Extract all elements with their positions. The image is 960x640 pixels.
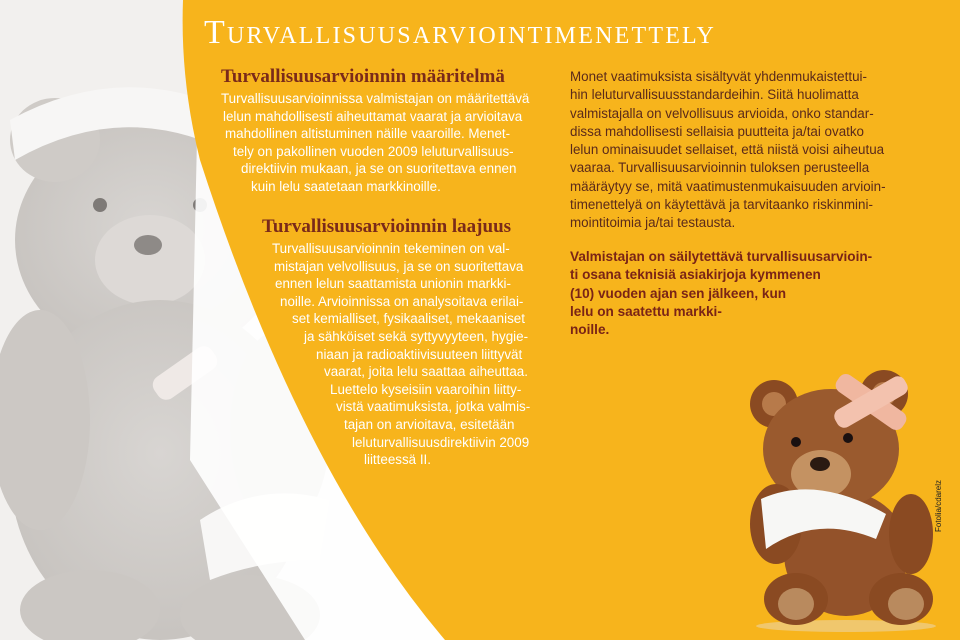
section2-body <box>272 240 530 469</box>
photo-credit: Fotolia/cdarelz <box>934 479 943 532</box>
section2-line: Turvallisuusarvioinnin tekeminen on val- <box>272 241 510 256</box>
emphasis-line: ti osana teknisiä asiakirjoja kymmenen <box>570 267 821 283</box>
section1-line: tely on pakollinen vuoden 2009 leluturvallisuus- <box>233 143 514 159</box>
right-line: valmistajalla on velvollisuus arvioida, onko standar- <box>570 105 874 121</box>
right-line: timenettelyä on käytettävä ja tarvitaanko riskinmini- <box>570 197 873 213</box>
section2-line: niaan ja radioaktiivisuuteen liittyvät <box>316 346 523 362</box>
right-column-body <box>570 68 886 233</box>
section2-line: noille. Arvioinnissa on analysoitava erilai- <box>280 293 524 309</box>
section1-body <box>221 90 529 196</box>
section2-line: set kemialliset, fysikaaliset, mekaaniset <box>292 311 525 327</box>
section1-line: mahdollinen altistuminen näille vaaroille. Menet- <box>225 126 511 142</box>
teddy-bear-image <box>736 364 956 634</box>
section1-heading: Turvallisuusarvioinnin määritelmä <box>221 66 505 87</box>
page-title: Turvallisuusarviointimenettely <box>204 14 717 51</box>
right-line: hin leluturvallisuusstandardeihin. Siitä huolimatta <box>570 87 859 103</box>
section2-line: ennen lelun saattamista unionin markki- <box>275 276 511 292</box>
section1-line: Turvallisuusarvioinnissa valmistajan on määritettävä <box>221 91 530 106</box>
section2-line: vistä vaatimuksista, jotka valmis- <box>336 399 531 415</box>
emphasis-line: (10) vuoden ajan sen jälkeen, kun <box>570 285 787 301</box>
section2-line: vaarat, joita lelu saattaa aiheuttaa. <box>324 364 528 380</box>
right-line: dissa mahdollisesti sellaisia puutteita ja/tai ovatko <box>570 123 865 139</box>
section2-line: leluturvallisuusdirektiivin 2009 <box>352 434 530 450</box>
section1-line: direktiivin mukaan, ja se on suoritettava ennen <box>241 161 517 177</box>
section2-line: mistajan velvollisuus, ja se on suoritettava <box>274 258 524 274</box>
emphasis-line: noille. <box>570 322 610 338</box>
emphasis-line: Valmistajan on säilytettävä turvallisuusarvioin- <box>570 249 873 264</box>
section2-heading: Turvallisuusarvioinnin laajuus <box>262 216 512 237</box>
emphasis-line: lelu on saatettu markki- <box>570 303 722 319</box>
section2-line: Luettelo kyseisiin vaaroihin liitty- <box>330 381 522 397</box>
section1-line: lelun mahdollisesti aiheuttamat vaarat ja arvioitava <box>223 108 523 124</box>
right-line: vaaraa. Turvallisuusarvioinnin tuloksen perusteella <box>570 160 870 176</box>
section2-line: ja sähköiset sekä syttyvyyteen, hygie- <box>304 328 529 344</box>
section2-line: tajan on arvioitava, esitetään <box>344 416 515 432</box>
right-line: määräytyy se, mitä vaatimustenmukaisuuden arvioin- <box>570 178 886 194</box>
right-line: lelun ominaisuudet sellaiset, että niistä voisi aiheutua <box>570 142 885 158</box>
section1-line: kuin lelu saatetaan markkinoille. <box>251 178 441 194</box>
section2-line: liitteessä II. <box>364 452 431 468</box>
retention-notice <box>570 248 872 339</box>
right-line: mointitoimia ja/tai testausta. <box>570 215 736 231</box>
right-line: Monet vaatimuksista sisältyvät yhdenmukaistettui- <box>570 69 867 84</box>
